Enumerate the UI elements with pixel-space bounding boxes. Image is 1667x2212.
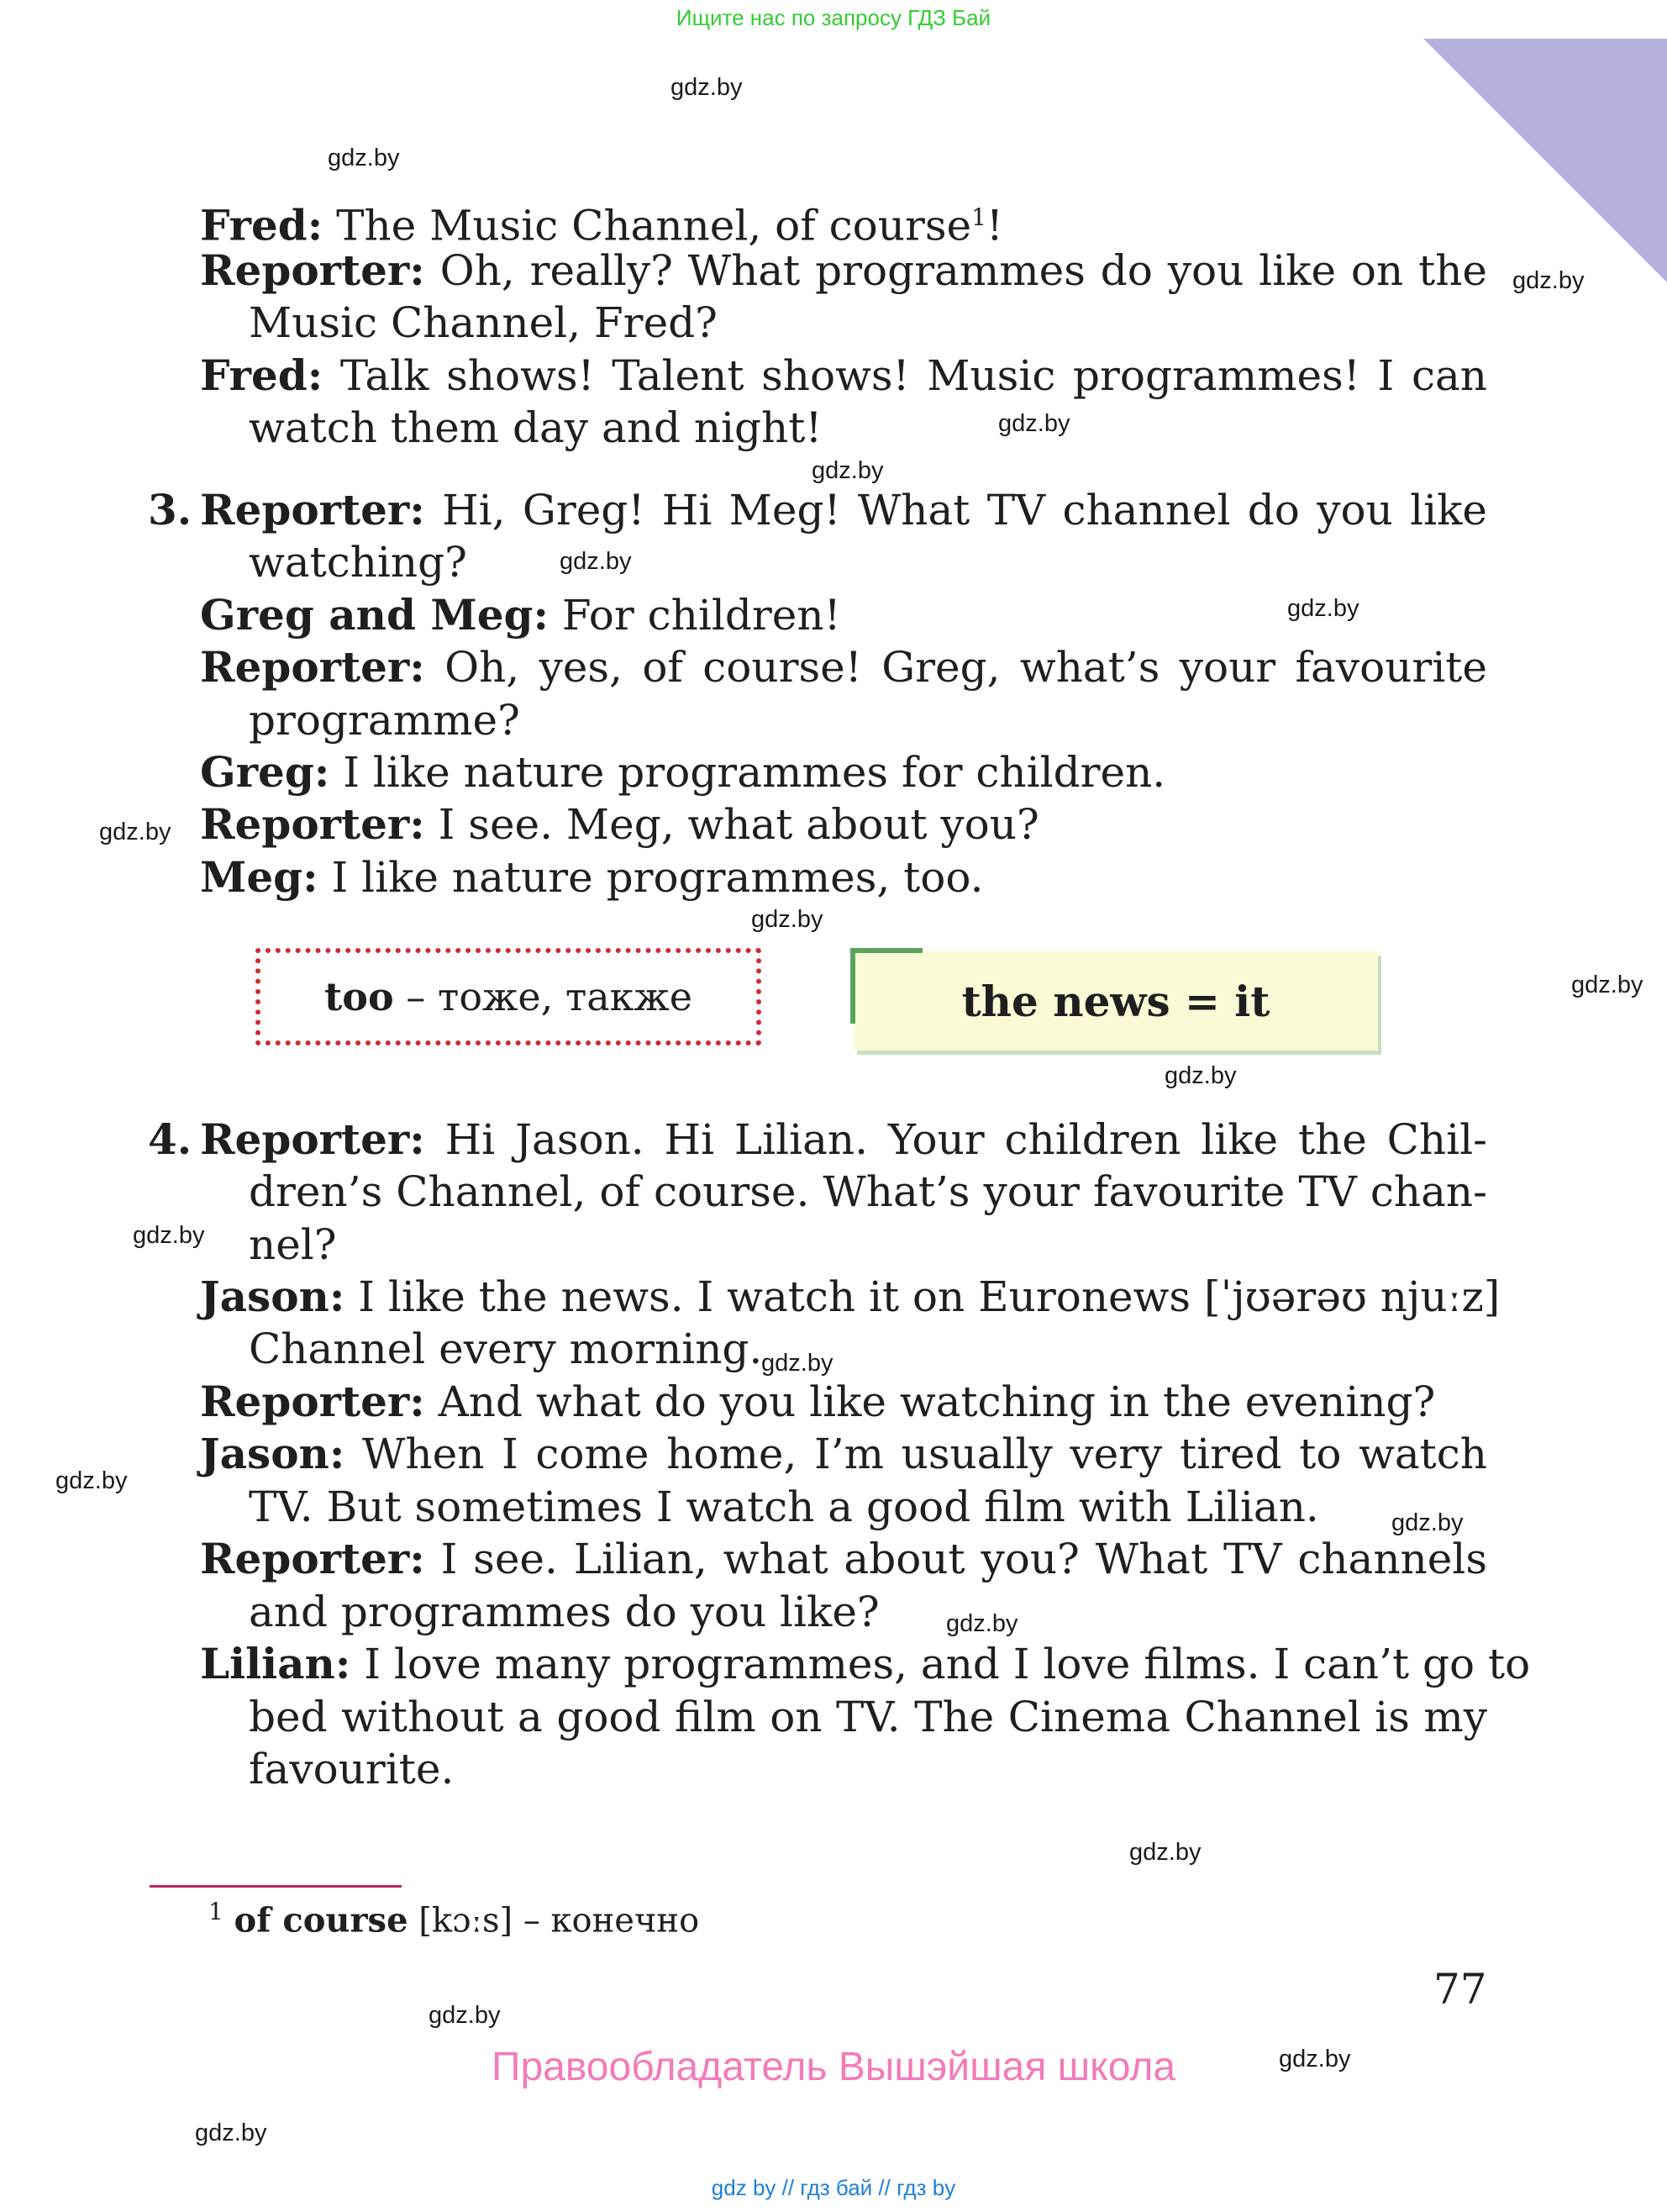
watermark: gdz.by xyxy=(1279,2046,1351,2072)
line-text: I see. Meg, what about you? xyxy=(438,800,1039,849)
speaker-label: Fred: xyxy=(200,350,323,400)
dialogue-line xyxy=(200,851,984,903)
footnote-term: of course xyxy=(234,1900,408,1941)
line-continuation: Music Channel, Fred? xyxy=(249,298,718,347)
speaker-label: Reporter: xyxy=(200,485,425,535)
dialogue-line xyxy=(200,589,841,641)
dialogue-number: 4. xyxy=(148,1114,192,1164)
line-text: Oh, yes, of course! Greg, what’s your favourite xyxy=(444,643,1487,692)
dialogue-line xyxy=(200,1114,1487,1166)
speaker-label: Greg: xyxy=(200,747,330,797)
line-text: I like nature programmes, too. xyxy=(331,853,984,902)
grammar-note-box: the news = it xyxy=(854,951,1378,1051)
line-continuation: nel? xyxy=(249,1220,337,1269)
footnote-rule xyxy=(150,1885,402,1888)
grammar-box-corner-accent xyxy=(850,948,923,1024)
speaker-label: Reporter: xyxy=(200,642,425,692)
watermark: gdz.by xyxy=(1129,1839,1202,1866)
dialogue-line xyxy=(200,746,1165,798)
dialogue-line xyxy=(200,350,1487,402)
watermark: gdz.by xyxy=(1391,1509,1464,1536)
line-text: And what do you like watching in the evening? xyxy=(438,1377,1436,1426)
line-text: Hi, Greg! Hi Meg! What TV channel do you like xyxy=(442,486,1487,535)
dialogue-line xyxy=(200,1376,1435,1428)
watermark: gdz.by xyxy=(946,1610,1018,1637)
speaker-label: Greg and Meg: xyxy=(200,590,549,640)
line-text: I like the news. I watch it on Euronews [ˈjʊərəʊ njuːz] xyxy=(358,1272,1501,1321)
line-continuation: TV. But sometimes I watch a good film with Lilian. xyxy=(249,1483,1319,1531)
speaker-label: Reporter: xyxy=(200,1114,425,1164)
line-text: Hi Jason. Hi Lilian. Your children like the Chil- xyxy=(444,1115,1487,1164)
speaker-label: Lilian: xyxy=(200,1639,351,1688)
watermark: gdz.by xyxy=(751,906,823,933)
line-text: The Music Channel, of course xyxy=(336,201,972,250)
watermark: gdz.by xyxy=(1512,267,1585,294)
line-continuation: programme? xyxy=(249,696,520,745)
dialogue-line xyxy=(200,484,1487,536)
dialogue-line xyxy=(200,245,1487,297)
dialogue-line xyxy=(200,798,1039,851)
vocab-translation: – тоже, также xyxy=(406,974,692,1019)
line-text: I love many programmes, and I love films. I can’t go to xyxy=(364,1640,1531,1688)
line-text: When I come home, I’m usually very tired to watch xyxy=(362,1430,1487,1478)
watermark: gdz.by xyxy=(998,410,1070,437)
line-continuation: dren’s Channel, of course. What’s your favourite TV chan- xyxy=(249,1167,1487,1216)
vocabulary-box xyxy=(255,948,761,1045)
footnote-translation: – конечно xyxy=(523,1901,700,1941)
line-continuation: watching? xyxy=(249,538,467,587)
watermark: gdz.by xyxy=(55,1467,128,1494)
watermark: gdz.by xyxy=(1287,595,1359,622)
watermark: gdz.by xyxy=(1165,1062,1237,1089)
watermark: gdz.by xyxy=(670,74,743,101)
watermark: gdz.by xyxy=(99,819,171,845)
dialogue-number: 3. xyxy=(148,485,192,535)
footnote-mark: 1 xyxy=(971,203,986,231)
dialogue-line xyxy=(200,641,1487,693)
speaker-label: Reporter: xyxy=(200,1377,425,1426)
line-text: Talk shows! Talent shows! Music programmes! I can xyxy=(339,351,1487,400)
speaker-label: Meg: xyxy=(200,852,318,902)
speaker-label: Reporter: xyxy=(200,799,425,849)
footnote xyxy=(208,1898,699,1940)
speaker-label: Reporter: xyxy=(200,245,425,295)
dialogue-line xyxy=(200,1428,1487,1480)
line-text-end: ! xyxy=(986,201,1004,250)
dialogue-line xyxy=(200,1271,1501,1323)
speaker-label: Reporter: xyxy=(200,1534,425,1583)
watermark: gdz.by xyxy=(761,1350,834,1377)
line-text: For children! xyxy=(561,591,841,640)
line-text: Oh, really? What programmes do you like on the xyxy=(439,246,1487,295)
speaker-label: Jason: xyxy=(200,1429,345,1478)
vocab-word: too xyxy=(324,974,394,1019)
watermark: gdz.by xyxy=(429,2002,501,2029)
bottom-links[interactable]: gdz by // гдз бай // гдз by xyxy=(711,2175,956,2200)
page-number: 77 xyxy=(1433,1965,1487,2014)
line-continuation: bed without a good film on TV. The Cinema Channel is my xyxy=(249,1693,1487,1741)
dialogue-line xyxy=(200,1533,1487,1585)
line-text: I like nature programmes for children. xyxy=(343,748,1166,797)
line-continuation: Channel every morning. xyxy=(249,1325,763,1373)
watermark: gdz.by xyxy=(133,1222,205,1249)
top-banner[interactable]: Ищите нас по запросу ГДЗ Бай xyxy=(676,5,991,30)
dialogue-line xyxy=(200,1638,1531,1690)
line-text: I see. Lilian, what about you? What TV channels xyxy=(440,1535,1487,1583)
watermark: gdz.by xyxy=(328,145,400,171)
dialogue-line xyxy=(200,192,1003,252)
watermark: gdz.by xyxy=(560,548,632,575)
footnote-mark: 1 xyxy=(208,1898,223,1925)
watermark: gdz.by xyxy=(1571,972,1643,998)
watermark: gdz.by xyxy=(812,457,884,484)
copyright-owner: Правообладатель Вышэйшая школа xyxy=(491,2045,1176,2089)
line-continuation: favourite. xyxy=(249,1745,455,1793)
speaker-label: Jason: xyxy=(200,1272,345,1321)
footnote-transcription: [kɔːs] xyxy=(418,1901,513,1941)
speaker-label: Fred: xyxy=(200,200,323,250)
watermark: gdz.by xyxy=(195,2120,267,2146)
line-continuation: and programmes do you like? xyxy=(249,1588,880,1636)
line-continuation: watch them day and night! xyxy=(249,403,823,452)
